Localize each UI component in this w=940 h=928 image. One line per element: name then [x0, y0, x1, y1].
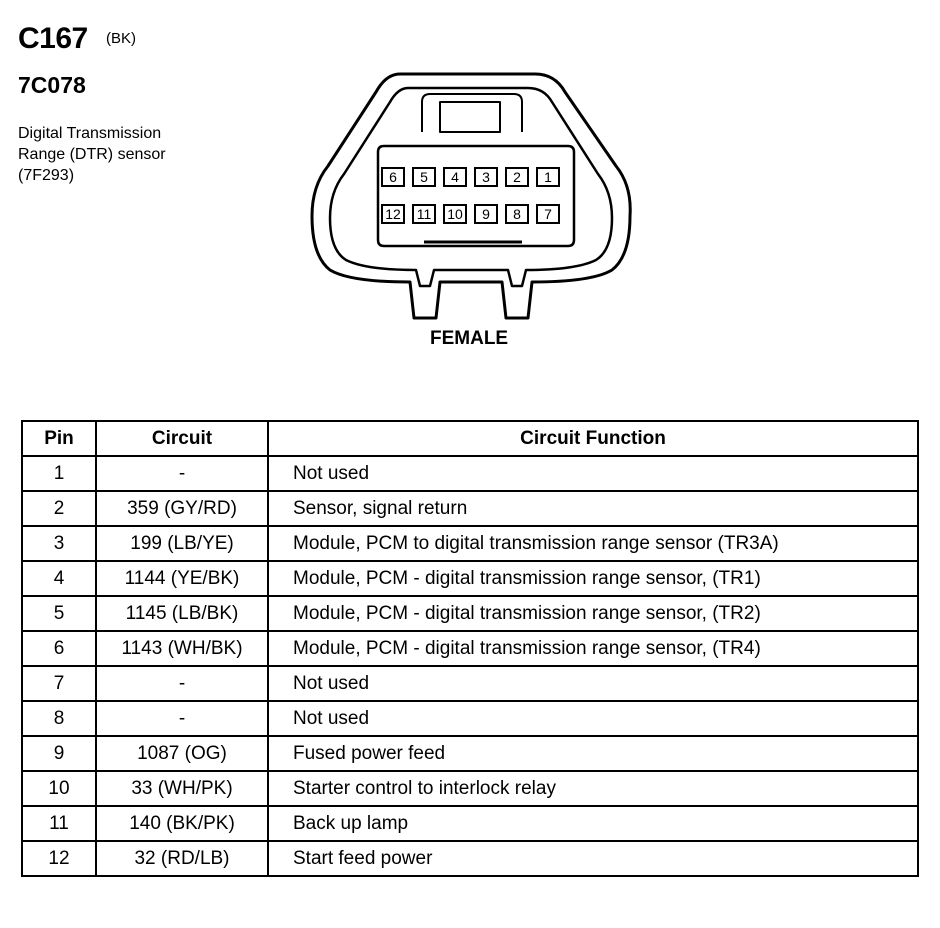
pin-label: 2 [513, 169, 521, 185]
pin-cell: 1 [22, 456, 96, 491]
housing-outer [312, 74, 630, 318]
header-pin: Pin [22, 421, 96, 456]
pin-cell: 8 [22, 701, 96, 736]
function-cell: Module, PCM - digital transmission range sensor, (TR2) [268, 596, 918, 631]
pin-cell: 11 [22, 806, 96, 841]
pin-cell: 4 [22, 561, 96, 596]
function-cell: Sensor, signal return [268, 491, 918, 526]
circuit-cell: 1144 (YE/BK) [96, 561, 268, 596]
circuit-cell: - [96, 456, 268, 491]
table-row [22, 526, 918, 561]
function-cell: Start feed power [268, 841, 918, 876]
circuit-cell: 32 (RD/LB) [96, 841, 268, 876]
pin-label: 11 [416, 206, 432, 222]
circuit-cell: 1087 (OG) [96, 736, 268, 771]
pin-cell: 5 [22, 596, 96, 631]
pin-label: 12 [385, 206, 401, 222]
function-cell: Module, PCM to digital transmission range sensor (TR3A) [268, 526, 918, 561]
table-header-row [22, 421, 918, 456]
circuit-cell: - [96, 666, 268, 701]
function-cell: Not used [268, 701, 918, 736]
table-row [22, 841, 918, 876]
circuit-cell: 1143 (WH/BK) [96, 631, 268, 666]
pin-row-top [382, 168, 559, 186]
pin-cell: 2 [22, 491, 96, 526]
pin-label: 5 [420, 169, 428, 185]
pin-label: 7 [544, 206, 552, 222]
table-row [22, 736, 918, 771]
pin-cell: 3 [22, 526, 96, 561]
function-cell: Not used [268, 456, 918, 491]
table-row [22, 631, 918, 666]
table-row [22, 596, 918, 631]
circuit-cell: 359 (GY/RD) [96, 491, 268, 526]
function-cell: Not used [268, 666, 918, 701]
pin-cell: 6 [22, 631, 96, 666]
header-circuit: Circuit [96, 421, 268, 456]
connector-color: (BK) [106, 30, 136, 47]
pin-cell: 9 [22, 736, 96, 771]
table-row [22, 806, 918, 841]
description-line: Digital Transmission [18, 125, 162, 142]
pin-label: 9 [482, 206, 490, 222]
circuit-cell: 140 (BK/PK) [96, 806, 268, 841]
pin-cell: 12 [22, 841, 96, 876]
pin-cell: 10 [22, 771, 96, 806]
function-cell: Back up lamp [268, 806, 918, 841]
function-cell: Fused power feed [268, 736, 918, 771]
pin-label: 10 [447, 206, 463, 222]
header-circuit-function: Circuit Function [268, 421, 918, 456]
cavity-block [378, 146, 574, 246]
connector-face-diagram [300, 68, 640, 328]
table-row [22, 491, 918, 526]
description-line: (7F293) [18, 167, 75, 184]
housing-inner [330, 88, 612, 286]
pin-label: 1 [544, 169, 552, 185]
connector-gender-label: FEMALE [430, 328, 509, 349]
component-description [18, 123, 218, 186]
pin-label: 8 [513, 206, 521, 222]
table-row [22, 771, 918, 806]
pinout-table [21, 420, 919, 877]
latch-channel [422, 94, 522, 132]
connector-id: C167 [18, 22, 88, 55]
function-cell: Module, PCM - digital transmission range sensor, (TR4) [268, 631, 918, 666]
part-number: 7C078 [18, 72, 86, 98]
circuit-cell: 199 (LB/YE) [96, 526, 268, 561]
circuit-cell: 1145 (LB/BK) [96, 596, 268, 631]
pin-label: 3 [482, 169, 490, 185]
pin-cell: 7 [22, 666, 96, 701]
table-row [22, 561, 918, 596]
pin-label: 6 [389, 169, 397, 185]
pin-row-bottom [382, 205, 559, 223]
function-cell: Starter control to interlock relay [268, 771, 918, 806]
description-line: Range (DTR) sensor [18, 146, 166, 163]
table-row [22, 666, 918, 701]
pin-label: 4 [451, 169, 459, 185]
table-row [22, 456, 918, 491]
function-cell: Module, PCM - digital transmission range sensor, (TR1) [268, 561, 918, 596]
circuit-cell: - [96, 701, 268, 736]
circuit-cell: 33 (WH/PK) [96, 771, 268, 806]
table-row [22, 701, 918, 736]
latch [440, 102, 500, 132]
